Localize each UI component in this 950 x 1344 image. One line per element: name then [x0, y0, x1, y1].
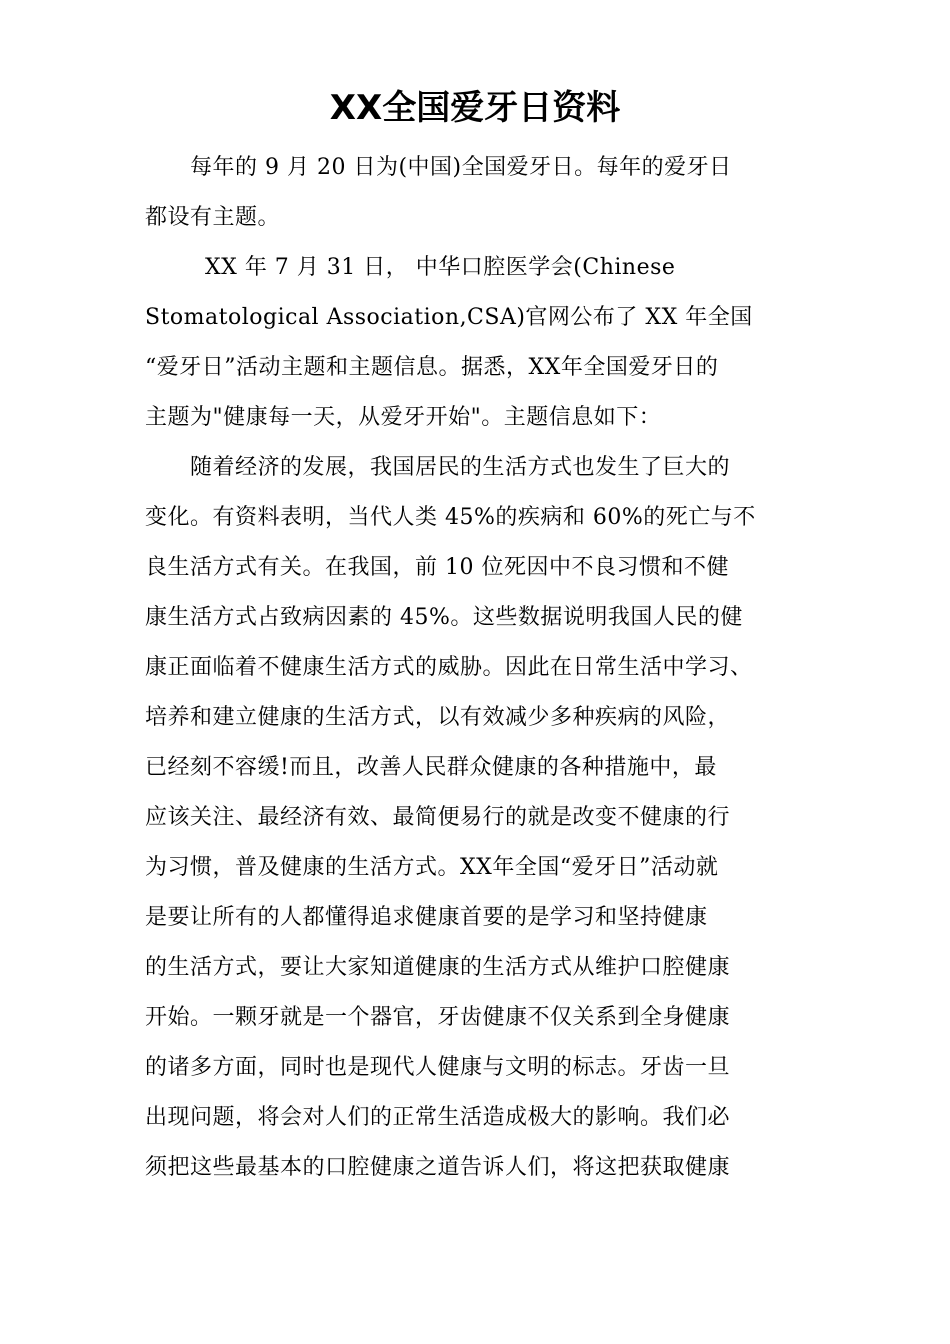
- text-line: 随着经济的发展，我国居民的生活方式也发生了巨大的: [190, 455, 731, 480]
- text-line: Stomatological Association,CSA)官网公布了 XX 年全国: [145, 305, 753, 330]
- text-line: 培养和建立健康的生活方式，以有效减少多种疾病的风险，: [145, 705, 731, 730]
- text-line: 每年的 9 月 20 日为(中国)全国爱牙日。每年的爱牙日: [190, 155, 732, 180]
- text-line: 为习惯，普及健康的生活方式。XX年全国“爱牙日”活动就: [145, 855, 719, 880]
- text-line: 主题为"健康每一天，从爱牙开始"。主题信息如下：: [145, 405, 662, 430]
- text-line: 都设有主题。: [145, 205, 281, 230]
- text-line: “爱牙日”活动主题和主题信息。据悉，XX年全国爱牙日的: [145, 355, 719, 380]
- text-line: 良生活方式有关。在我国，前 10 位死因中不良习惯和不健: [145, 555, 729, 580]
- text-line: XX 年 7 月 31 日， 中华口腔医学会(Chinese: [205, 255, 676, 280]
- text-line: 应该关注、最经济有效、最简便易行的就是改变不健康的行: [145, 805, 731, 830]
- document-title: XX全国爱牙日资料: [329, 88, 621, 128]
- text-line: 的诸多方面，同时也是现代人健康与文明的标志。牙齿一旦: [145, 1055, 731, 1080]
- text-line: 出现问题，将会对人们的正常生活造成极大的影响。我们必: [145, 1105, 731, 1130]
- text-line: 康生活方式占致病因素的 45%。这些数据说明我国人民的健: [145, 605, 743, 630]
- text-line: 开始。一颗牙就是一个器官，牙齿健康不仅关系到全身健康: [145, 1005, 731, 1030]
- text-line: 变化。有资料表明，当代人类 45%的疾病和 60%的死亡与不: [145, 505, 756, 530]
- text-line: 已经刻不容缓!而且，改善人民群众健康的各种措施中，最: [145, 755, 717, 780]
- text-line: 是要让所有的人都懂得追求健康首要的是学习和坚持健康: [145, 905, 708, 930]
- text-line: 须把这些最基本的口腔健康之道告诉人们，将这把获取健康: [145, 1155, 731, 1180]
- text-line: 的生活方式，要让大家知道健康的生活方式从维护口腔健康: [145, 955, 731, 980]
- text-line: 康正面临着不健康生活方式的威胁。因此在日常生活中学习、: [145, 655, 753, 680]
